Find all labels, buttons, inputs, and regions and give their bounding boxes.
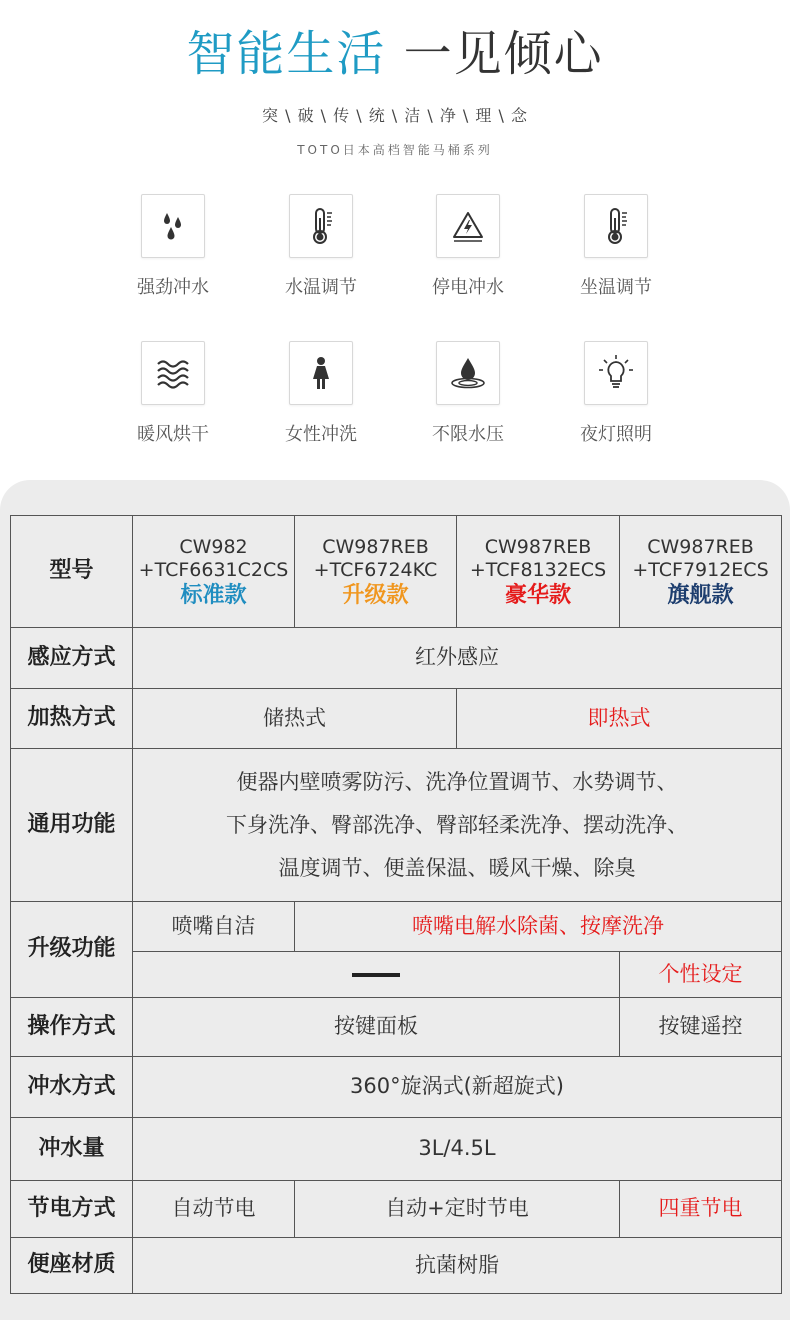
row-label-volume: 冲水量	[10, 1117, 133, 1181]
row-label-flush: 冲水方式	[10, 1056, 133, 1118]
row-label-common: 通用功能	[10, 748, 133, 902]
female-icon	[289, 341, 353, 405]
operation-remote: 按键遥控	[619, 997, 782, 1057]
page-title	[0, 22, 790, 86]
feature-label: 强劲冲水	[137, 277, 209, 298]
water-drop-ripple-icon	[436, 341, 500, 405]
heating-storage: 储热式	[132, 688, 457, 749]
feature-seat-temp	[551, 194, 681, 314]
feature-outage-flush	[403, 194, 533, 314]
title-rest: 一见倾心	[403, 26, 604, 82]
seat-value: 抗菌树脂	[132, 1237, 782, 1294]
feature-female-wash	[256, 341, 386, 461]
model-flagship	[619, 515, 782, 628]
model-code: +TCF6631C2CS	[138, 559, 289, 581]
heating-instant: 即热式	[456, 688, 782, 749]
model-tier: 标准款	[180, 583, 247, 608]
model-code: +TCF7912ECS	[632, 559, 769, 581]
feature-night-light	[551, 341, 681, 461]
water-drops-icon	[141, 194, 205, 258]
model-tier: 旗舰款	[667, 583, 734, 608]
warm-air-icon	[141, 341, 205, 405]
row-label-heating: 加热方式	[10, 688, 133, 749]
light-bulb-icon	[584, 341, 648, 405]
spec-table	[10, 515, 782, 1294]
feature-warm-air	[108, 341, 238, 461]
common-line: 下身洗净、臀部洗净、臀部轻柔洗净、摆动洗净、	[226, 812, 688, 837]
upgrade-self-clean: 喷嘴自洁	[132, 901, 295, 952]
flush-value: 360°旋涡式(新超旋式)	[132, 1056, 782, 1118]
sensing-value: 红外感应	[132, 627, 782, 689]
model-standard	[132, 515, 295, 628]
dash-mark	[352, 973, 400, 977]
upgrade-none	[132, 951, 620, 998]
power-quad: 四重节电	[619, 1180, 782, 1238]
common-line: 便器内壁喷雾防污、洗净位置调节、水势调节、	[236, 769, 678, 794]
row-label-operation: 操作方式	[10, 997, 133, 1057]
upgrade-personal: 个性设定	[619, 951, 782, 998]
thermometer-icon	[584, 194, 648, 258]
power-timer: 自动+定时节电	[294, 1180, 620, 1238]
feature-label: 坐温调节	[580, 277, 652, 298]
model-code: +TCF8132ECS	[469, 559, 607, 581]
model-tier: 豪华款	[504, 583, 571, 608]
feature-label: 暖风烘干	[137, 424, 209, 445]
power-warning-icon	[436, 194, 500, 258]
model-code: CW987REB	[322, 536, 429, 558]
common-functions	[132, 748, 782, 902]
operation-panel: 按键面板	[132, 997, 620, 1057]
feature-any-pressure	[403, 341, 533, 461]
model-upgrade	[294, 515, 457, 628]
title-main: 智能生活	[186, 26, 387, 82]
model-code: +TCF6724KC	[313, 559, 438, 581]
feature-label: 夜灯照明	[580, 424, 652, 445]
model-code: CW982	[179, 536, 248, 558]
thermometer-icon	[289, 194, 353, 258]
row-label-model: 型号	[10, 515, 133, 628]
model-code: CW987REB	[484, 536, 592, 558]
row-label-power: 节电方式	[10, 1180, 133, 1238]
row-label-seat: 便座材质	[10, 1237, 133, 1294]
row-label-sensing: 感应方式	[10, 627, 133, 689]
model-tier: 升级款	[342, 583, 409, 608]
feature-water-temp	[256, 194, 386, 314]
feature-strong-flush	[108, 194, 238, 314]
header	[0, 0, 790, 480]
volume-value: 3L/4.5L	[132, 1117, 782, 1181]
upgrade-electrolysis: 喷嘴电解水除菌、按摩洗净	[294, 901, 782, 952]
model-code: CW987REB	[647, 536, 754, 558]
row-label-upgrade: 升级功能	[10, 901, 133, 998]
feature-label: 停电冲水	[432, 277, 504, 298]
feature-label: 不限水压	[432, 424, 504, 445]
feature-label: 女性冲洗	[285, 424, 357, 445]
power-auto: 自动节电	[132, 1180, 295, 1238]
common-line: 温度调节、便盖保温、暖风干燥、除臭	[278, 855, 636, 880]
feature-label: 水温调节	[285, 277, 357, 298]
series-line: TOTO日本高档智能马桶系列	[297, 143, 493, 157]
model-luxury	[456, 515, 620, 628]
subtitle: 突 \ 破 \ 传 \ 统 \ 洁 \ 净 \ 理 \ 念	[262, 106, 528, 125]
